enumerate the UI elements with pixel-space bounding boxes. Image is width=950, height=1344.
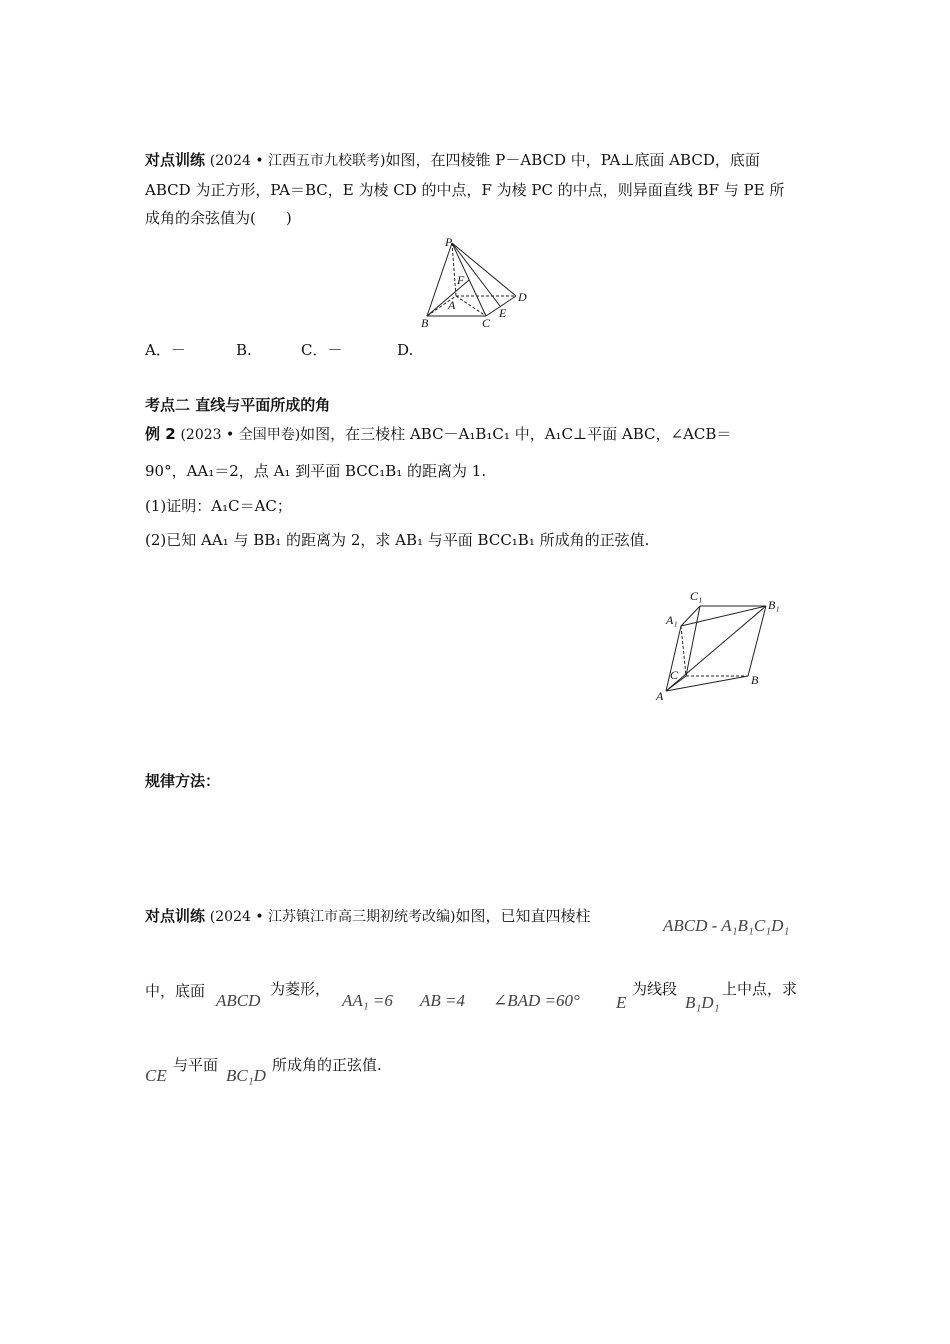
edge-c1c — [686, 606, 700, 676]
edge-a1b1 — [681, 606, 766, 626]
math-ab: AB =4 — [420, 991, 465, 1010]
practice-2-text-f: 与平面 — [173, 1056, 219, 1074]
practice-2-label: 对点训练 — [145, 907, 206, 925]
example-2-question-2: (2)已知 AA₁ 与 BB₁ 的距离为 2，求 AB₁ 与平面 BCC₁B₁ 所成角的正弦值. — [145, 531, 650, 549]
practice-2-text-a: 如图，已知直四棱柱 — [455, 907, 591, 925]
option-d: D. — [397, 341, 414, 359]
practice-1-label: 对点训练 — [145, 151, 206, 169]
math-angle: ∠BAD =60° — [493, 991, 580, 1010]
math-bc1d: BC₁D — [226, 1066, 266, 1085]
label-c1: C₁ — [690, 589, 703, 603]
label-b1: B₁ — [768, 598, 780, 612]
practice-2-line-1 — [145, 906, 591, 927]
label-b: B — [421, 316, 429, 330]
practice-1-source: (2024 • 江西五市九校联考) — [209, 153, 386, 169]
example-2-question-1: (1)证明：A₁C＝AC； — [145, 497, 292, 515]
label-e: E — [499, 306, 507, 320]
label-c: C — [670, 668, 679, 682]
label-b: B — [751, 673, 759, 687]
math-b1d1: B₁D₁ — [685, 993, 720, 1012]
practice-2-text-c: 为菱形， — [270, 980, 331, 998]
practice-1-line-1 — [145, 150, 760, 171]
label-c: C — [482, 316, 491, 330]
pyramid-figure — [415, 232, 535, 332]
option-a: A．－ — [145, 341, 186, 359]
option-c: C．－ — [301, 341, 343, 359]
practice-1-text-2: ABCD 为正方形，PA＝BC，E 为棱 CD 的中点，F 为棱 PC 的中点，则异面直线 BF 与 PE 所 — [145, 181, 785, 199]
label-a: A — [448, 298, 456, 312]
example-2-label: 例 2 — [145, 425, 176, 443]
math-abcd: ABCD — [216, 991, 261, 1010]
practice-1-text-3: 成角的余弦值为( ) — [145, 209, 292, 227]
practice-2-text-e: 上中点，求 — [722, 980, 798, 998]
label-d: D — [518, 290, 527, 304]
label-a1: A₁ — [666, 613, 678, 627]
example-2-text-1: 如图，在三棱柱 ABC－A₁B₁C₁ 中，A₁C⊥平面 ABC，∠ACB＝ — [300, 425, 732, 443]
math-prism: ABCD - A₁B₁C₁D₁ — [663, 916, 790, 935]
edge-a1c — [681, 626, 686, 676]
example-2-line-1 — [145, 424, 731, 445]
math-aa1: AA₁ =6 — [342, 991, 393, 1010]
method-label: 规律方法： — [145, 772, 221, 790]
edge-a1c1 — [681, 606, 700, 626]
section-2-title: 考点二 直线与平面所成的角 — [145, 396, 331, 414]
practice-2-text-g: 所成角的正弦值. — [272, 1056, 382, 1074]
option-b: B. — [236, 341, 252, 359]
practice-2-text-b: 中，底面 — [145, 982, 206, 1000]
edge-b1b — [748, 606, 766, 676]
practice-2-source: (2024 • 江苏镇江市高三期初统考改编) — [209, 909, 456, 925]
math-ce: CE — [145, 1066, 167, 1085]
edge-ab — [666, 676, 748, 691]
label-p: P — [445, 235, 453, 249]
math-e: E — [616, 993, 627, 1012]
prism-figure — [650, 586, 800, 706]
practice-1-text-1: 如图，在四棱锥 P－ABCD 中，PA⊥底面 ABCD，底面 — [385, 151, 760, 169]
label-a: A — [656, 689, 664, 703]
practice-2-text-d: 为线段 — [632, 980, 678, 998]
example-2-source: (2023 • 全国甲卷) — [180, 427, 301, 443]
example-2-text-2: 90°，AA₁＝2，点 A₁ 到平面 BCC₁B₁ 的距离为 1. — [145, 462, 487, 480]
label-f: F — [457, 273, 465, 287]
edge-pd — [452, 243, 516, 296]
